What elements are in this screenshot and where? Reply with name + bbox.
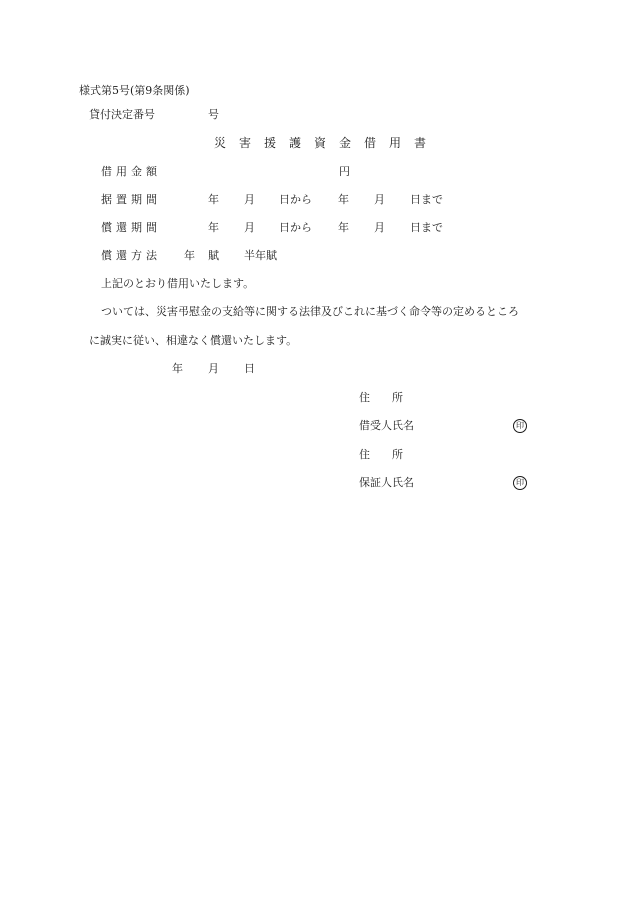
- date-day: 日: [244, 362, 255, 375]
- deferment-day-from: 日から: [279, 193, 312, 206]
- deferment-day-to: 日まで: [410, 193, 443, 206]
- repayment-month-1: 月: [244, 221, 255, 234]
- deferment-period-label: 据置期間: [101, 193, 161, 206]
- body-line-1: 上記のとおり借用いたします。: [101, 277, 255, 290]
- guarantor-name-label: 保証人氏名: [359, 476, 414, 489]
- repayment-year-1: 年: [208, 221, 219, 234]
- document-title: 災害援護資金借用書: [214, 136, 440, 150]
- repayment-method-installment: 賦: [208, 249, 219, 262]
- body-line-3: に誠実に従い、相違なく償還いたします。: [89, 334, 298, 347]
- deferment-year-2: 年: [338, 193, 349, 206]
- body-line-2: ついては、災害弔慰金の支給等に関する法律及びこれに基づく命令等の定めるところ: [101, 305, 519, 318]
- borrower-address-label: 住 所: [359, 391, 403, 404]
- repayment-period-label: 償還期間: [101, 221, 161, 234]
- date-year: 年: [172, 362, 183, 375]
- loan-amount-label: 借用金額: [101, 165, 161, 178]
- guarantor-address-label: 住 所: [359, 448, 403, 461]
- date-month: 月: [208, 362, 219, 375]
- repayment-day-to: 日まで: [410, 221, 443, 234]
- borrower-seal-icon: 印: [513, 419, 527, 433]
- deferment-year-1: 年: [208, 193, 219, 206]
- repayment-month-2: 月: [374, 221, 385, 234]
- deferment-month-2: 月: [374, 193, 385, 206]
- repayment-day-from: 日から: [279, 221, 312, 234]
- repayment-method-annual: 年: [184, 249, 195, 262]
- repayment-method-label: 償還方法: [101, 249, 161, 262]
- loan-amount-unit: 円: [339, 165, 350, 178]
- borrower-name-label: 借受人氏名: [359, 419, 414, 432]
- guarantor-seal-icon: 印: [513, 476, 527, 490]
- repayment-year-2: 年: [338, 221, 349, 234]
- decision-number-label: 貸付決定番号: [89, 108, 155, 121]
- deferment-month-1: 月: [244, 193, 255, 206]
- form-number: 様式第5号(第9条関係): [79, 84, 190, 97]
- repayment-method-semiannual: 半年賦: [244, 249, 277, 262]
- decision-number-unit: 号: [208, 108, 219, 121]
